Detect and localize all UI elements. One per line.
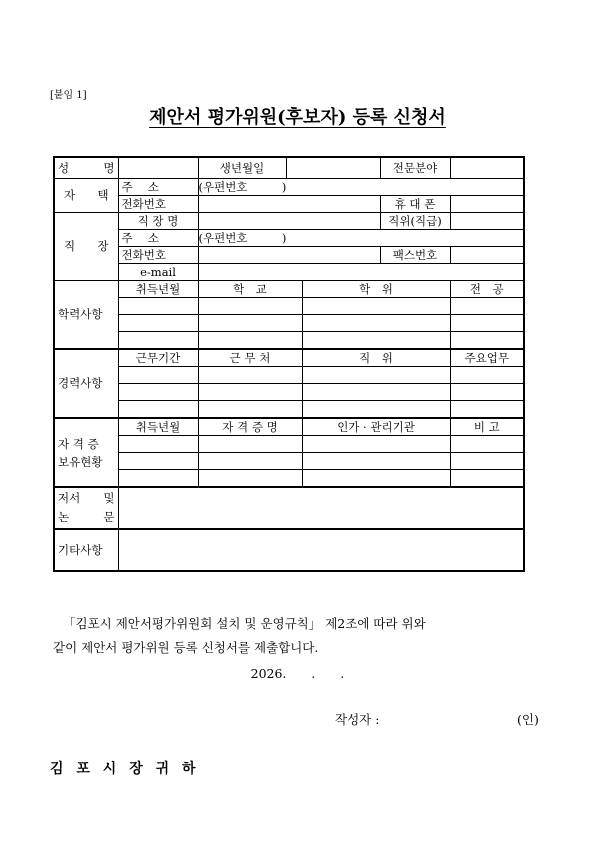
statement-line-1: 「김포시 제안서평가위원회 설치 및 운영규칙」 제2조에 따라 위와 [63, 616, 426, 631]
home-address-label: 주 소 [118, 179, 198, 196]
education-header-degree: 학 위 [302, 281, 450, 298]
home-phone-label: 전화번호 [118, 196, 198, 213]
table-row [54, 332, 524, 350]
name-field[interactable] [118, 157, 198, 179]
statement-paragraph [53, 612, 543, 660]
license-header-authority: 인가 · 관리기관 [302, 418, 450, 436]
work-phone-label: 전화번호 [118, 247, 198, 264]
license-label: 자 격 증 보유현황 [54, 418, 118, 487]
table-row [54, 470, 524, 488]
education-header-date: 취득년월 [118, 281, 198, 298]
email-label: e-mail [118, 264, 198, 281]
career-header-workplace: 근 무 처 [198, 349, 302, 367]
mobile-field[interactable] [450, 196, 524, 213]
education-header-school: 학 교 [198, 281, 302, 298]
home-address-field[interactable]: (우편번호 ) [198, 179, 524, 196]
name-label: 성 명 [54, 157, 118, 179]
addressee: 김 포 시 장 귀 하 [50, 761, 200, 777]
email-field[interactable] [198, 264, 524, 281]
table-row [54, 453, 524, 470]
career-header-duties: 주요업무 [450, 349, 524, 367]
papers-field[interactable] [118, 487, 524, 529]
workplace-label: 직 장 명 [118, 213, 198, 230]
work-address-field[interactable]: (우편번호 ) [198, 230, 524, 247]
specialty-field[interactable] [450, 157, 524, 179]
seal-label: (인) [517, 712, 539, 727]
license-header-name: 자 격 증 명 [198, 418, 302, 436]
application-form-table [53, 156, 525, 572]
statement-line-2: 같이 제안서 평가위원 등록 신청서를 제출합니다. [53, 640, 319, 655]
career-label: 경력사항 [54, 349, 118, 418]
mobile-label: 휴 대 폰 [380, 196, 450, 213]
home-label: 자 택 [54, 179, 118, 213]
table-row [54, 315, 524, 332]
table-row [54, 436, 524, 453]
papers-label: 저서 및 논 문 [54, 487, 118, 529]
table-row [54, 367, 524, 384]
other-field[interactable] [118, 529, 524, 571]
table-row [54, 384, 524, 401]
specialty-label: 전문분야 [380, 157, 450, 179]
license-header-date: 취득년월 [118, 418, 198, 436]
work-label: 직 장 [54, 213, 118, 281]
attachment-label: [붙임 1] [50, 90, 87, 101]
position-label: 직위(직급) [380, 213, 450, 230]
fax-field[interactable] [450, 247, 524, 264]
table-row [54, 401, 524, 419]
career-header-period: 근무기간 [118, 349, 198, 367]
birthdate-label: 생년월일 [198, 157, 286, 179]
birthdate-field[interactable] [286, 157, 380, 179]
date-line: 2026. . . [250, 666, 345, 681]
table-row [54, 298, 524, 315]
writer-label: 작성자 : [335, 712, 380, 727]
license-header-remarks: 비 고 [450, 418, 524, 436]
home-phone-field[interactable] [198, 196, 380, 213]
position-field[interactable] [450, 213, 524, 230]
career-header-position: 직 위 [302, 349, 450, 367]
work-address-label: 주 소 [118, 230, 198, 247]
education-header-major: 전 공 [450, 281, 524, 298]
form-title: 제안서 평가위원(후보자) 등록 신청서 [149, 107, 446, 128]
workplace-field[interactable] [198, 213, 380, 230]
fax-label: 팩스번호 [380, 247, 450, 264]
education-label: 학력사항 [54, 281, 118, 350]
other-label: 기타사항 [54, 529, 118, 571]
work-phone-field[interactable] [198, 247, 380, 264]
